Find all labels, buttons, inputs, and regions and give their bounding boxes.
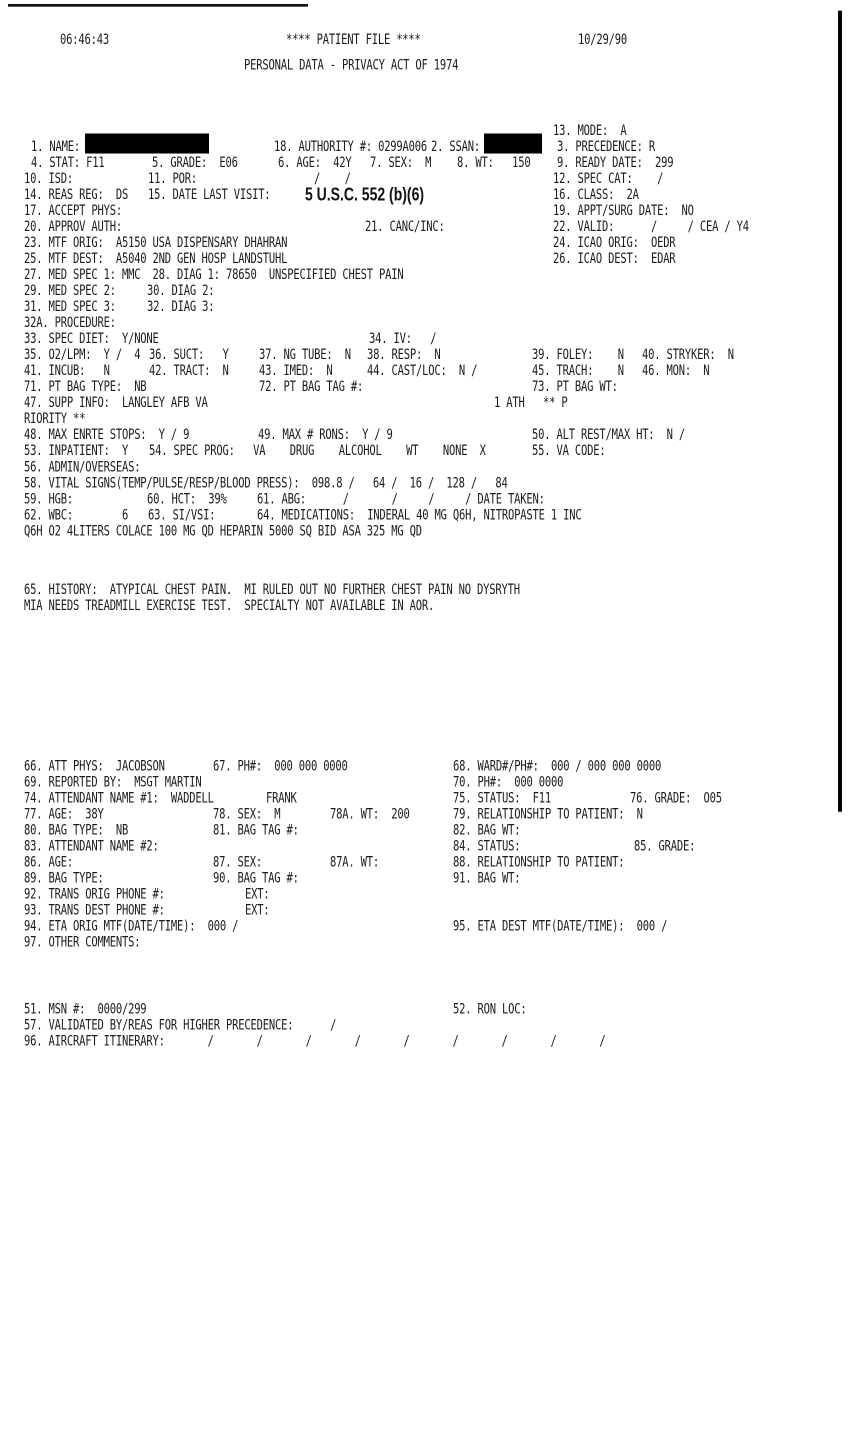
page-subtitle: PERSONAL DATA - PRIVACY ACT OF 1974: [244, 57, 459, 74]
field-32-diag-3: 32. DIAG 3:: [147, 299, 215, 316]
field-21-canc-inc: 21. CANC/INC:: [365, 218, 445, 235]
field-60-hct: 60. HCT: 39%: [147, 491, 227, 508]
field-66-att-phys: 66. ATT PHYS: JACOBSON: [24, 758, 165, 775]
field-50-alt-rest: 50. ALT REST/MAX HT: N /: [532, 427, 686, 444]
field-32a-procedure: 32A. PROCEDURE:: [24, 315, 116, 332]
field-35-o2-lpm: 35. O2/LPM: Y / 4: [24, 347, 141, 364]
field-3-precedence: 3. PRECEDENCE: R: [557, 138, 655, 155]
field-64-medications-cont: Q6H O2 4LITERS COLACE 100 MG QD HEPARIN 5000 SQ BID ASA 325 MG QD: [24, 523, 422, 540]
field-78a-wt: 78A. WT: 200: [330, 806, 410, 823]
field-42-tract: 42. TRACT: N: [149, 363, 229, 380]
field-23-mtf-orig: 23. MTF ORIG: A5150 USA DISPENSARY DHAHRAN: [24, 234, 288, 251]
field-87a-wt: 87A. WT:: [330, 854, 379, 871]
field-9-ready-date: 9. READY DATE: 299: [557, 154, 674, 171]
field-92-trans-orig-phone: 92. TRANS ORIG PHONE #:: [24, 886, 165, 903]
field-93-trans-dest-phone: 93. TRANS DEST PHONE #:: [24, 902, 165, 919]
field-37-ng-tube: 37. NG TUBE: N: [259, 347, 351, 364]
print-date: 10/29/90: [578, 32, 627, 49]
field-88-relationship: 88. RELATIONSHIP TO PATIENT:: [453, 854, 625, 871]
field-55-va-code: 55. VA CODE:: [532, 443, 606, 460]
foia-exemption-stamp: 5 U.S.C. 552 (b)(6): [305, 182, 425, 205]
field-10-isd: 10. ISD:: [24, 170, 73, 187]
field-22-valid: 22. VALID: / / CEA / Y4: [553, 218, 749, 235]
field-58-vital-signs: 58. VITAL SIGNS(TEMP/PULSE/RESP/BLOOD PRESS): 098.8 / 64 / 16 / 128 / 84: [24, 475, 508, 492]
field-11-por: 11. POR:: [148, 170, 197, 187]
field-78-sex: 78. SEX: M: [213, 806, 281, 823]
field-68-ward-ph: 68. WARD#/PH#: 000 / 000 000 0000: [453, 758, 662, 775]
field-33-spec-diet: 33. SPEC DIET: Y/NONE: [24, 331, 159, 348]
field-95-eta-dest-mtf: 95. ETA DEST MTF(DATE/TIME): 000 /: [453, 918, 668, 935]
field-80-bag-type: 80. BAG TYPE: NB: [24, 822, 129, 839]
field-74-attendant-name-1: 74. ATTENDANT NAME #1: WADDELL: [24, 790, 214, 807]
field-48-max-enrte-stops: 48. MAX ENRTE STOPS: Y / 9: [24, 427, 190, 444]
field-84-status: 84. STATUS:: [453, 838, 521, 855]
field-43-imed: 43. IMED: N: [259, 363, 333, 380]
field-47-supp-info-cont: 1 ATH ** P: [494, 395, 568, 412]
field-70-ph: 70. PH#: 000 0000: [453, 774, 564, 791]
field-31-med-spec-3: 31. MED SPEC 3:: [24, 299, 116, 316]
right-edge-bar: [838, 11, 842, 812]
field-73-pt-bag-wt: 73. PT BAG WT:: [532, 379, 618, 396]
field-41-incub: 41. INCUB: N: [24, 363, 110, 380]
field-11-por-value: / /: [314, 170, 351, 187]
top-rule: [8, 4, 308, 7]
field-90-bag-tag: 90. BAG TAG #:: [213, 870, 299, 887]
field-20-approv-auth: 20. APPROV AUTH:: [24, 218, 122, 235]
field-92-ext: EXT:: [245, 886, 270, 903]
field-1-name: 1. NAME:: [31, 138, 80, 155]
field-82-bag-wt: 82. BAG WT:: [453, 822, 521, 839]
field-51-msn: 51. MSN #: 0000/299: [24, 1001, 147, 1018]
field-38-resp: 38. RESP: N: [367, 347, 441, 364]
field-13-mode: 13. MODE: A: [553, 122, 627, 139]
field-47-supp-info: 47. SUPP INFO: LANGLEY AFB VA: [24, 395, 208, 412]
field-47-supp-info-wrap: RIORITY **: [24, 411, 86, 428]
field-30-diag-2: 30. DIAG 2:: [147, 283, 215, 300]
field-52-ron-loc: 52. RON LOC:: [453, 1001, 527, 1018]
field-44-cast-loc: 44. CAST/LOC: N /: [367, 363, 478, 380]
field-93-ext: EXT:: [245, 902, 270, 919]
field-64-medications: 64. MEDICATIONS: INDERAL 40 MG Q6H, NITROPASTE 1 INC: [257, 507, 582, 524]
field-29-med-spec-2: 29. MED SPEC 2:: [24, 283, 116, 300]
field-71-pt-bag-type: 71. PT BAG TYPE: NB: [24, 379, 147, 396]
field-69-reported-by: 69. REPORTED BY: MSGT MARTIN: [24, 774, 202, 791]
field-27-28-med-spec-diag: 27. MED SPEC 1: MMC 28. DIAG 1: 78650 UNSPECIFIED CHEST PAIN: [24, 267, 404, 284]
field-87-sex: 87. SEX:: [213, 854, 262, 871]
page-title: **** PATIENT FILE ****: [286, 32, 421, 49]
field-6-age: 6. AGE: 42Y: [278, 154, 352, 171]
field-34-iv: 34. IV: /: [369, 331, 437, 348]
redaction-name: [85, 134, 209, 154]
field-67-ph: 67. PH#: 000 000 0000: [213, 758, 348, 775]
field-4-stat: 4. STAT: F11: [31, 154, 105, 171]
field-39-foley: 39. FOLEY: N: [532, 347, 624, 364]
field-36-suct: 36. SUCT: Y: [149, 347, 229, 364]
field-14-reas-reg: 14. REAS REG: DS: [24, 186, 129, 203]
field-24-icao-orig: 24. ICAO ORIG: OEDR: [553, 234, 676, 251]
field-59-hgb: 59. HGB:: [24, 491, 73, 508]
field-18-authority: 18. AUTHORITY #: 0299A006: [274, 138, 428, 155]
field-91-bag-wt: 91. BAG WT:: [453, 870, 521, 887]
field-15-date-last-visit: 15. DATE LAST VISIT:: [148, 186, 271, 203]
field-89-bag-type: 89. BAG TYPE:: [24, 870, 104, 887]
field-77-age: 77. AGE: 38Y: [24, 806, 104, 823]
redaction-ssan: [484, 134, 542, 154]
field-12-spec-cat: 12. SPEC CAT: /: [553, 170, 664, 187]
field-83-attendant-name-2: 83. ATTENDANT NAME #2:: [24, 838, 159, 855]
field-76-grade: 76. GRADE: O05: [630, 790, 722, 807]
field-63-si-vsi: 63. SI/VSI:: [148, 507, 216, 524]
field-40-stryker: 40. STRYKER: N: [642, 347, 734, 364]
field-8-wt: 8. WT: 150: [457, 154, 531, 171]
field-94-eta-orig-mtf: 94. ETA ORIG MTF(DATE/TIME): 000 /: [24, 918, 239, 935]
field-2-ssan: 2. SSAN:: [431, 138, 480, 155]
field-53-inpatient: 53. INPATIENT: Y: [24, 443, 129, 460]
field-61-abg: 61. ABG: / / / / DATE TAKEN:: [257, 491, 545, 508]
field-62-wbc: 62. WBC: 6: [24, 507, 129, 524]
field-16-class: 16. CLASS: 2A: [553, 186, 639, 203]
field-17-accept-phys: 17. ACCEPT PHYS:: [24, 202, 122, 219]
field-96-aircraft-itinerary: 96. AIRCRAFT ITINERARY: / / / / / / / / /: [24, 1033, 606, 1050]
field-72-pt-bag-tag: 72. PT BAG TAG #:: [259, 379, 364, 396]
field-5-grade: 5. GRADE: E06: [152, 154, 238, 171]
field-46-mon: 46. MON: N: [642, 363, 710, 380]
field-45-trach: 45. TRACH: N: [532, 363, 624, 380]
field-19-appt-surg-date: 19. APPT/SURG DATE: NO: [553, 202, 694, 219]
field-26-icao-dest: 26. ICAO DEST: EDAR: [553, 250, 676, 267]
field-81-bag-tag: 81. BAG TAG #:: [213, 822, 299, 839]
field-65-history-cont: MIA NEEDS TREADMILL EXERCISE TEST. SPECIALTY NOT AVAILABLE IN AOR.: [24, 598, 435, 615]
field-79-relationship: 79. RELATIONSHIP TO PATIENT: N: [453, 806, 643, 823]
field-74-attendant-first-name: FRANK: [266, 790, 297, 807]
field-56-admin-overseas: 56. ADMIN/OVERSEAS:: [24, 459, 141, 476]
field-57-validated-by: 57. VALIDATED BY/REAS FOR HIGHER PRECEDENCE: /: [24, 1017, 337, 1034]
field-25-mtf-dest: 25. MTF DEST: A5040 2ND GEN HOSP LANDSTUHL: [24, 250, 288, 267]
field-75-status: 75. STATUS: F11: [453, 790, 551, 807]
field-7-sex: 7. SEX: M: [370, 154, 432, 171]
field-49-max-rons: 49. MAX # RONS: Y / 9: [258, 427, 393, 444]
field-85-grade: 85. GRADE:: [634, 838, 696, 855]
field-97-other-comments: 97. OTHER COMMENTS:: [24, 934, 141, 951]
field-86-age: 86. AGE:: [24, 854, 73, 871]
print-time: 06:46:43: [60, 32, 109, 49]
field-65-history: 65. HISTORY: ATYPICAL CHEST PAIN. MI RULED OUT NO FURTHER CHEST PAIN NO DYSRYTH: [24, 582, 520, 599]
field-54-spec-prog: 54. SPEC PROG: VA DRUG ALCOHOL WT NONE X: [149, 443, 486, 460]
